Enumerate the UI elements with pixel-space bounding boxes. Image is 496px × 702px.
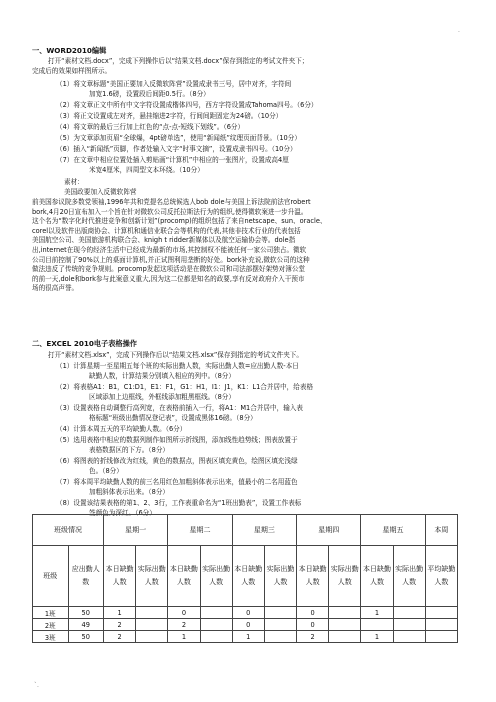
cell-empty — [264, 619, 296, 631]
s2-item-3b: 格标题“班级出勤情况登记表”，设置成黑体16磅。（8分） — [89, 414, 257, 422]
s2-item-3a: （3）设置表格自动调整行高列宽，在表格前插入一行，将A1：M1合并居中，输入表 — [56, 404, 303, 412]
cell-d2: 1 — [168, 631, 200, 643]
cell-empty — [425, 619, 457, 631]
cell-should: 50 — [68, 607, 104, 619]
cell-empty — [136, 619, 168, 631]
s2-item-2b: 区域添加上边框线，外框线添加粗黑框线。（8分） — [89, 393, 235, 401]
s1-item-3: （3）将正文设置成左对齐，悬挂缩进2字符，行间间距固定为24磅。（10分） — [56, 112, 283, 120]
cell-d5: 1 — [361, 607, 393, 619]
body-line: 前美国参议院多数党领袖,1996年共和党提名总统候选人bob dole与美国上诉法院前法官robert — [32, 198, 311, 206]
sub-should: 应出勤人数 — [68, 546, 104, 607]
cell-d5 — [361, 619, 393, 631]
s1-item-2: （2）将文章正文中所有中文字符设置成楷体四号，西方字符设置成Tahoma四号。（6分） — [56, 101, 318, 109]
cell-d1: 2 — [104, 619, 136, 631]
section2-title: 二、EXCEL 2010电子表格操作 — [32, 339, 137, 348]
header-day-2: 星期二 — [168, 515, 232, 546]
s1-item-7a: （7）在文章中相应位置处插入剪贴画“计算机”中相应的一张图片，设置成高4厘 — [56, 156, 289, 164]
cell-d5: 1 — [361, 631, 393, 643]
cell-should: 49 — [68, 619, 104, 631]
sub-actual: 实际出勤人数 — [264, 546, 296, 607]
header-day-5: 星期五 — [361, 515, 425, 546]
cell-empty — [264, 631, 296, 643]
material-body — [32, 198, 327, 294]
header-day-1: 星期一 — [104, 515, 168, 546]
cell-empty — [200, 607, 232, 619]
s1-item-4: （4）将文章的最后三行加上红色的“点-点-短线下划线”。（6分） — [56, 123, 245, 131]
body-line: 美国航空公司、美国旅游机构联合会、knigh t ridder新媒体以及航空运输协会等。dole指 — [32, 236, 296, 245]
sub-absent: 本日缺勤人数 — [168, 546, 200, 607]
header-week: 本周 — [425, 515, 457, 546]
table-row — [33, 631, 458, 643]
body-line: 场的很高声誉。 — [32, 284, 79, 293]
section2-intro: 打开“素材文档.xlsx”，完成下列操作后以“结果文档.xlsx”保存到指定的考试文件夹下。 — [48, 351, 303, 359]
cell-empty — [329, 619, 361, 631]
body-line: 出,internet在现今的经济生活中已经成为最新的市场,其控制权不能被任何一家公司独占。微软 — [32, 245, 307, 254]
cell-class: 2班 — [33, 619, 69, 631]
cell-empty — [393, 607, 425, 619]
cell-empty — [136, 607, 168, 619]
section1-title: 一、WORD2010编辑 — [32, 46, 107, 55]
cell-empty — [200, 631, 232, 643]
cell-empty — [136, 631, 168, 643]
sub-absent: 本日缺勤人数 — [232, 546, 264, 607]
s1-item-5: （5）为文章添加页眉“全球爆，4pt磅单选”，使用“新闻纸”纹理页面背景。（10分） — [56, 134, 301, 142]
body-line: 这个名为“数字化时代推进竞争和创新计划”(procomp)的组织包括了来自netscape、sun、oracle、 — [32, 217, 327, 226]
cell-should: 50 — [68, 631, 104, 643]
s2-item-5b: 表格数据区的下方。（8分） — [89, 446, 170, 454]
s2-item-6a: （6）将图表的折线修改为红线，黄色的数据点，图表区填充黄色，绘图区填充浅绿 — [56, 457, 298, 465]
s1-item-1a: （1）将文章标题“美国正要加入反微软阵营”设置成隶书三号，居中对齐，字符间 — [56, 80, 292, 88]
body-line: 做法违反了传统的竞争规则。procomp发起这项活动是在微软公司和司法部摆好架势对簿公堂 — [32, 265, 306, 274]
top-dot: . — [458, 27, 460, 34]
sub-absent: 本日缺勤人数 — [297, 546, 329, 607]
cell-class: 3班 — [33, 631, 69, 643]
s2-item-1a: （1）计算星期一至星期五每个班的实际出勤人数，实际出勤人数=应出勤人数-本日 — [56, 362, 299, 370]
cell-d4: 0 — [297, 607, 329, 619]
cell-d1: 2 — [104, 631, 136, 643]
s2-item-4: （4）计算本周五天的平均缺勤人数。（6分） — [56, 425, 187, 433]
s1-item-1b: 加宽1.6磅，设置段后间距0.5行。（8分） — [89, 90, 210, 98]
sub-actual: 实际出勤人数 — [393, 546, 425, 607]
cell-d2: 2 — [168, 619, 200, 631]
cell-empty — [425, 607, 457, 619]
cell-d3: 0 — [232, 607, 264, 619]
sub-avg: 平均缺勤人数 — [425, 546, 457, 607]
cell-empty — [393, 619, 425, 631]
cell-empty — [329, 607, 361, 619]
body-line: bork,4月20日宣布加入一个旨在针对微软公司反托拉斯法行为的组织,使得微软案进一步升温。 — [32, 207, 308, 216]
s2-item-2a: （2）将表格A1：B1，C1:D1，E1：F1，G1：H1，I1：J1，K1：L1合并居中，给表格 — [56, 383, 314, 391]
s1-item-7b: 米宽4厘米，四周型文本环绕。（10分） — [89, 166, 204, 174]
body-line: 公司目前控制了90%以上的桌面计算机,并正试图利用垄断的好处。bork补充说,微软公司的这种 — [32, 255, 310, 264]
header-class-info: 班级情况 — [33, 515, 104, 546]
cell-empty — [264, 607, 296, 619]
s2-item-1b: 缺勤人数，计算结果分别填入相应的列中。（8分） — [89, 372, 235, 380]
table-row — [33, 607, 458, 619]
material-label: 素材： — [64, 178, 84, 186]
table-row — [33, 619, 458, 631]
s2-item-7a: （7）将本周平均缺勤人数的前三名用红色加粗斜体表示出来，值最小的二名用蓝色 — [56, 478, 298, 486]
s2-item-8a: （8）设置该结果表格的第1、2、3行，工作表重命名为“1班出勤表”，设置工作表标 — [56, 499, 302, 507]
cell-d3: 0 — [232, 619, 264, 631]
section1-intro-2: 完成后的效果如样图所示。 — [32, 67, 112, 75]
sub-class: 班级 — [33, 546, 69, 607]
s1-item-6: （6）插入“新闻纸”页脚，作者处输入文字“时事文摘”，设置成隶书四号。（10分） — [56, 145, 297, 153]
cell-d4: 2 — [297, 631, 329, 643]
cell-empty — [200, 619, 232, 631]
bottom-mark: `. — [34, 682, 39, 689]
body-line: corel以及软件出版商协会、计算机和通信业联合会等机构的代表,其他非技术行业的代表包括 — [32, 226, 301, 235]
sub-actual: 实际出勤人数 — [136, 546, 168, 607]
sub-absent: 本日缺勤人数 — [361, 546, 393, 607]
sub-absent: 本日缺勤人数 — [104, 546, 136, 607]
material-title: 美国政要加入反微软阵营 — [64, 188, 137, 196]
body-line: 的前一天,dole和bork参与此案意义重大,因为这二位都是知名的政要,享有反对政府介入干预市 — [32, 274, 305, 283]
cell-d2: 0 — [168, 607, 200, 619]
attendance-table — [32, 514, 458, 643]
cell-d3: 1 — [232, 631, 264, 643]
cell-empty — [393, 631, 425, 643]
sub-actual: 实际出勤人数 — [200, 546, 232, 607]
s2-item-8b: 签颜色为深红。（6分） — [89, 509, 156, 517]
header-day-4: 星期四 — [297, 515, 361, 546]
cell-class: 1班 — [33, 607, 69, 619]
s2-item-6b: 色。（8分） — [89, 467, 123, 475]
s2-item-5a: （5）选用表格中相应的数据列制作如图所示折线图，添加线性趋势线；图表放置于 — [56, 436, 298, 444]
cell-empty — [329, 631, 361, 643]
s2-item-7b: 加粗斜体表示出来。（8分） — [89, 488, 170, 496]
cell-d1: 1 — [104, 607, 136, 619]
header-day-3: 星期三 — [232, 515, 296, 546]
sub-actual: 实际出勤人数 — [329, 546, 361, 607]
section1-intro-1: 打开“素材文档.docx”，完成下列操作后以“结果文档.docx”保存到指定的考试文件夹下； — [48, 57, 309, 65]
cell-d4: 0 — [297, 619, 329, 631]
cell-empty — [425, 631, 457, 643]
